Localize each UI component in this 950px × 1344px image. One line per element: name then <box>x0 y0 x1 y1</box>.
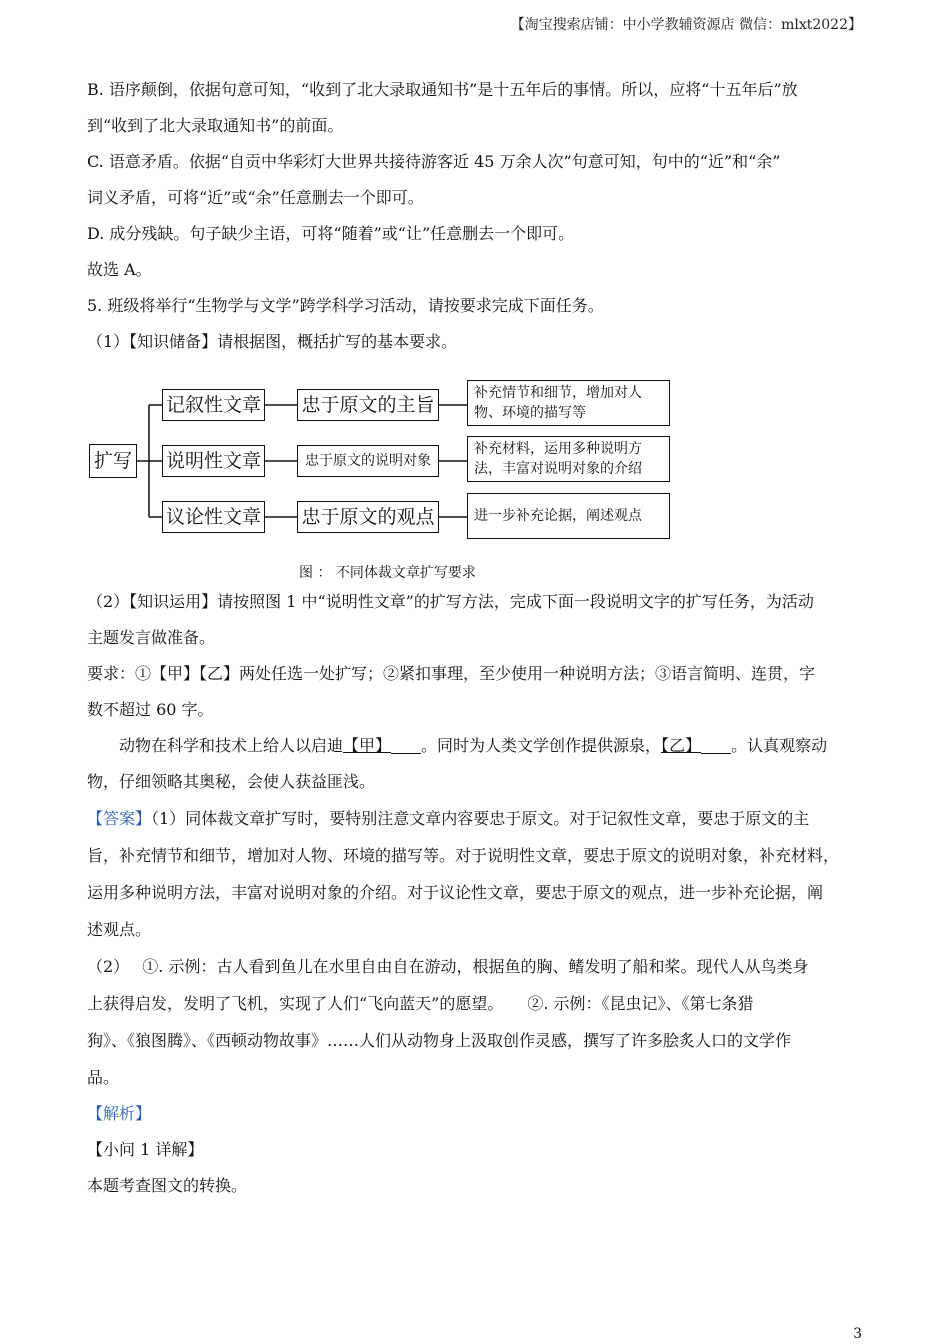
note-expository <box>467 436 670 482</box>
note-narrative-line2: 物、环境的描写等 <box>474 405 586 421</box>
answer-2-line3: 狗》、《狼图腾》、《西顿动物故事》……人们从动物身上汲取创作灵感，撰写了许多脍炙人口的文学作 <box>87 1031 792 1050</box>
note-narrative <box>467 380 670 426</box>
blank-jia-mark: 【甲】 <box>343 736 392 755</box>
passage-line2: 物，仔细领略其奥秘，会使人获益匪浅。 <box>87 772 376 791</box>
option-c-line2: 词义矛盾，可将“近”或“余”任意删去一个即可。 <box>87 188 424 207</box>
diagram-root: 扩写 <box>89 444 137 478</box>
principle-narrative: 忠于原文的主旨 <box>297 389 439 421</box>
passage-line1 <box>87 728 867 764</box>
answer-2-line2: 上获得启发，发明了飞机，实现了人们“飞向蓝天”的愿望。 ②. 示例：《昆虫记》、《第七条猎 <box>87 994 754 1013</box>
category-argumentative: 议论性文章 <box>162 501 265 533</box>
category-expository: 说明性文章 <box>162 445 265 477</box>
question-5-part-2-line1: （2）【知识运用】请按照图 1 中“说明性文章”的扩写方法，完成下面一段说明文字的扩写任务，为活动 <box>87 592 814 611</box>
note-argumentative: 进一步补充论据，阐述观点 <box>467 493 670 539</box>
subquestion-1-heading: 【小问 1 详解】 <box>87 1140 204 1159</box>
blank-jia <box>391 735 421 754</box>
page-number: 3 <box>853 1326 862 1342</box>
principle-argumentative: 忠于原文的观点 <box>297 501 439 533</box>
blank-yi <box>701 735 731 754</box>
passage-text-b: 。同时为人类文学创作提供源泉， <box>421 736 662 755</box>
answer-2-line4: 品。 <box>87 1068 120 1087</box>
note-expository-line2: 法，丰富对说明对象的介绍 <box>474 461 642 477</box>
note-expository-line1: 补充材料，运用多种说明方 <box>474 441 642 457</box>
answer-line3: 运用多种说明方法，丰富对说明对象的介绍。对于议论性文章，要忠于原文的观点，进一步补充论据，阐 <box>87 883 824 902</box>
category-narrative: 记叙性文章 <box>162 389 265 421</box>
blank-yi-mark: 【乙】 <box>661 736 702 755</box>
expansion-diagram <box>87 378 687 556</box>
option-b-line1: B. 语序颠倒，依据句意可知，“收到了北大录取通知书”是十五年后的事情。所以，应将“十五年后”放 <box>87 80 798 99</box>
answer-label: 【答案】 <box>87 809 152 828</box>
answer-line1 <box>87 800 867 837</box>
option-d-line1: D. 成分残缺。句子缺少主语，可将“随着”或“让”任意删去一个即可。 <box>87 224 575 243</box>
option-b-line2: 到“收到了北大录取通知书”的前面。 <box>87 116 344 135</box>
answer-line2: 旨，补充情节和细节，增加对人物、环境的描写等。对于说明性文章，要忠于原文的说明对象，补充材料， <box>87 846 840 865</box>
page-header: 【淘宝搜索店铺：中小学教辅资源店 微信：mlxt2022】 <box>510 17 862 33</box>
question-5-part-2-line2: 主题发言做准备。 <box>87 628 216 647</box>
question-5: 5. 班级将举行“生物学与文学”跨学科学习活动，请按要求完成下面任务。 <box>87 296 604 315</box>
document-body <box>87 72 867 1204</box>
principle-expository: 忠于原文的说明对象 <box>297 445 439 477</box>
analysis-heading: 【解析】 <box>87 1104 152 1123</box>
requirements-line1: 要求：①【甲】【乙】两处任选一处扩写；②紧扣事理，至少使用一种说明方法；③语言简明、连贯，字 <box>87 664 816 683</box>
answer-1-text-a: （1）同体裁文章扩写时，要特别注意文章内容要忠于原文。对于记叙性文章，要忠于原文的主 <box>151 809 810 828</box>
analysis-text: 本题考查图文的转换。 <box>87 1176 248 1195</box>
question-5-part-1: （1）【知识储备】请根据图，概括扩写的基本要求。 <box>87 332 458 351</box>
requirements-line2: 数不超过 60 字。 <box>87 700 214 719</box>
diagram-caption: 图 ： 不同体裁文章扩写要求 <box>299 565 476 581</box>
answer-2-line1: （2） ①. 示例：古人看到鱼儿在水里自由自在游动，根据鱼的胸、鳍发明了船和桨。现代人从鸟类身 <box>87 957 809 976</box>
answer-line4: 述观点。 <box>87 920 152 939</box>
passage-text-c: 。认真观察动 <box>731 736 828 755</box>
note-narrative-line1: 补充情节和细节，增加对人 <box>474 385 642 401</box>
option-c-line1: C. 语意矛盾。依据“自贡中华彩灯大世界共接待游客近 45 万余人次”句意可知，句中的“近”和“余” <box>87 152 781 171</box>
passage-text-a: 动物在科学和技术上给人以启迪 <box>119 736 344 755</box>
answer-choice: 故选 A。 <box>87 260 152 279</box>
